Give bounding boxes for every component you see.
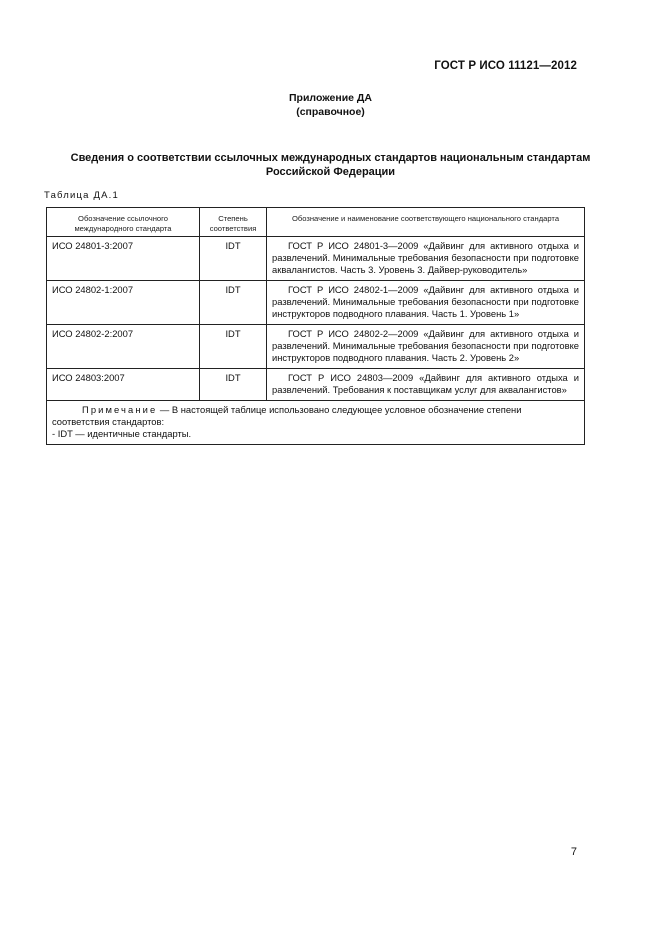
correspondence-degree: IDT (200, 237, 267, 281)
table-row (47, 325, 585, 369)
column-header-degree: Степень соответствия (200, 208, 267, 237)
international-standard-code: ИСО 24802-2:2007 (47, 325, 200, 369)
page-number: 7 (570, 846, 577, 858)
table-note-row (47, 401, 585, 445)
table-label: Таблица ДА.1 (44, 190, 119, 201)
national-standard: ГОСТ Р ИСО 24803—2009 «Дайвинг для активного отдыха и развлечений. Требования к поставщикам услуг для аквалангистов» (267, 369, 585, 401)
note-label: Примечание (82, 404, 158, 415)
correspondence-degree: IDT (200, 369, 267, 401)
note-item: - IDT — идентичные стандарты. (52, 428, 192, 439)
column-header-national: Обозначение и наименование соответствующего национального стандарта (267, 208, 585, 237)
note-body: — В настоящей таблице использовано следующее условное обозначение степени соответствия стандартов: (52, 404, 522, 427)
table-row (47, 281, 585, 325)
section-heading-line1: Сведения о соответствии ссылочных международных стандартов национальным стандартам (70, 152, 591, 164)
correspondence-degree: IDT (200, 325, 267, 369)
national-standard: ГОСТ Р ИСО 24802-2—2009 «Дайвинг для активного отдыха и развлечений. Минимальные требования безопасности при подготовке инструкторов подводного плавания. Часть 2. Уровень 2» (267, 325, 585, 369)
table-row (47, 237, 585, 281)
document-code: ГОСТ Р ИСО 11121—2012 (434, 60, 577, 72)
international-standard-code: ИСО 24802-1:2007 (47, 281, 200, 325)
correspondence-table (46, 207, 585, 445)
table-note (47, 401, 585, 445)
international-standard-code: ИСО 24803:2007 (47, 369, 200, 401)
table-header-row (47, 208, 585, 237)
note-text (52, 404, 579, 428)
national-standard: ГОСТ Р ИСО 24801-3—2009 «Дайвинг для активного отдыха и развлечений. Минимальные требования безопасности при подготовке аквалангистов. Часть 3. Уровень 3. Дайвер-руководитель» (267, 237, 585, 281)
annex-subtitle: (справочное) (296, 106, 365, 118)
international-standard-code: ИСО 24801-3:2007 (47, 237, 200, 281)
section-heading-line2: Российской Федерации (265, 166, 396, 178)
column-header-international: Обозначение ссылочного международного стандарта (47, 208, 200, 237)
correspondence-degree: IDT (200, 281, 267, 325)
national-standard: ГОСТ Р ИСО 24802-1—2009 «Дайвинг для активного отдыха и развлечений. Минимальные требования безопасности при подготовке инструкторов подводного плавания. Часть 1. Уровень 1» (267, 281, 585, 325)
annex-title: Приложение ДА (289, 92, 372, 104)
section-heading (40, 151, 621, 179)
table-row (47, 369, 585, 401)
